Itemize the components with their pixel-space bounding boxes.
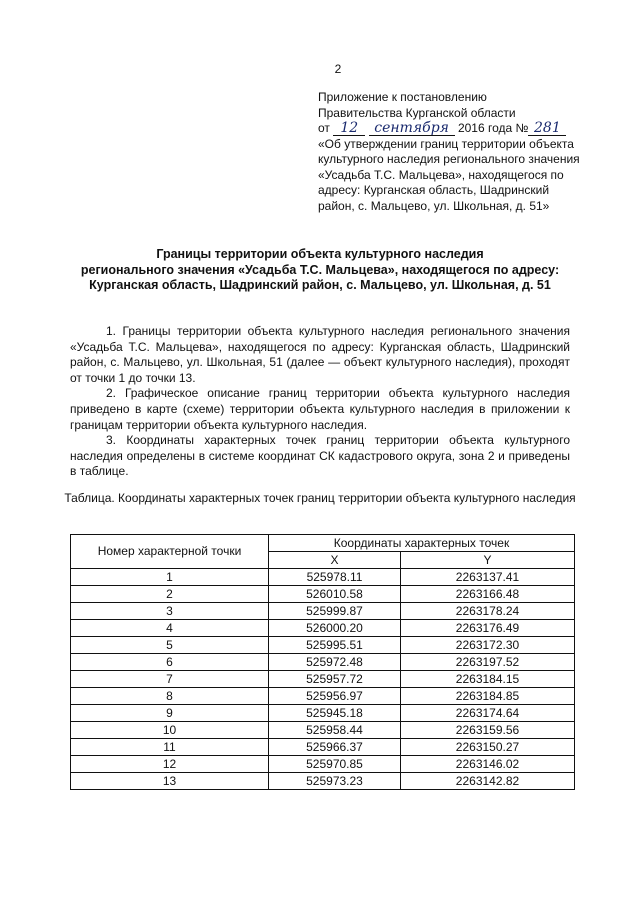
point-number-cell: 12 — [71, 756, 269, 773]
header-y: Y — [401, 552, 575, 569]
y-coordinate-cell: 2263172.30 — [401, 637, 575, 654]
y-coordinate-cell: 2263176.49 — [401, 620, 575, 637]
table-row — [71, 739, 575, 756]
title-line: Границы территории объекта культурного наследия — [156, 247, 484, 261]
point-number-cell: 5 — [71, 637, 269, 654]
title-line: регионального значения «Усадьба Т.С. Мальцева», находящегося по адресу: — [80, 262, 560, 277]
paragraph-2: 2. Графическое описание границ территории объекта культурного наследия приведено в карте (схеме) территории объекта культурного наследия в приложении к границам территории объекта культурного наследия. — [70, 386, 570, 432]
point-number-cell: 8 — [71, 688, 269, 705]
point-number-cell: 1 — [71, 569, 269, 586]
x-coordinate-cell: 525970.85 — [269, 756, 401, 773]
y-coordinate-cell: 2263197.52 — [401, 654, 575, 671]
appendix-date-line — [318, 121, 598, 137]
appendix-block — [318, 90, 598, 214]
header-x: X — [269, 552, 401, 569]
appendix-about-line: район, с. Мальцево, ул. Школьная, д. 51» — [318, 198, 550, 213]
point-number-cell: 13 — [71, 773, 269, 790]
doc-number-handwritten: 281 — [528, 121, 566, 136]
table-row — [71, 756, 575, 773]
table-row — [71, 773, 575, 790]
appendix-about-line: культурного наследия регионального значения — [318, 152, 580, 166]
x-coordinate-cell: 525999.87 — [269, 603, 401, 620]
header-point-number: Номер характерной точки — [71, 535, 269, 569]
y-coordinate-cell: 2263184.85 — [401, 688, 575, 705]
table-row — [71, 671, 575, 688]
y-coordinate-cell: 2263174.64 — [401, 705, 575, 722]
y-coordinate-cell: 2263166.48 — [401, 586, 575, 603]
appendix-about-line: «Усадьба Т.С. Мальцева», находящегося по — [318, 167, 564, 182]
y-coordinate-cell: 2263150.27 — [401, 739, 575, 756]
coordinates-table — [70, 534, 575, 790]
point-number-cell: 11 — [71, 739, 269, 756]
table-row — [71, 722, 575, 739]
table-caption: Таблица. Координаты характерных точек границ территории объекта культурного наследия — [64, 491, 576, 505]
paragraph-1: 1. Границы территории объекта культурного наследия регионального значения «Усадьба Т.С. Мальцева», находящегося по адресу: Курганская область, Шадринский район, с. Мальцево, ул. Школьная, 51 (далее — объект культурного наследия), проходят от точки 1 до точки 13. — [70, 324, 570, 385]
point-number-cell: 9 — [71, 705, 269, 722]
appendix-about-line: адресу: Курганская область, Шадринский — [318, 183, 550, 197]
point-number-cell: 10 — [71, 722, 269, 739]
y-coordinate-cell: 2263159.56 — [401, 722, 575, 739]
paragraph-3: 3. Координаты характерных точек границ территории объекта культурного наследия определены в системе координат СК кадастрового округа, зона 2 и приведены в таблице. — [70, 433, 570, 479]
date-day-handwritten: 12 — [333, 121, 365, 136]
point-number-cell: 7 — [71, 671, 269, 688]
x-coordinate-cell: 525973.23 — [269, 773, 401, 790]
table-row — [71, 620, 575, 637]
title-line: Курганская область, Шадринский район, с. Мальцево, ул. Школьная, д. 51 — [89, 278, 551, 292]
table-row — [71, 705, 575, 722]
appendix-line-2: Правительства Курганской области — [318, 105, 516, 120]
body-text — [70, 324, 570, 480]
point-number-cell: 3 — [71, 603, 269, 620]
date-prefix: от — [318, 121, 330, 135]
date-year: 2016 года № — [457, 121, 529, 135]
x-coordinate-cell: 525995.51 — [269, 637, 401, 654]
document-title — [60, 247, 580, 294]
y-coordinate-cell: 2263137.41 — [401, 569, 575, 586]
page-number: 2 — [334, 62, 342, 76]
x-coordinate-cell: 526010.58 — [269, 586, 401, 603]
table-row — [71, 654, 575, 671]
date-month-handwritten: сентября — [369, 121, 455, 136]
x-coordinate-cell: 525978.11 — [269, 569, 401, 586]
x-coordinate-cell: 525972.48 — [269, 654, 401, 671]
table-row — [71, 603, 575, 620]
y-coordinate-cell: 2263184.15 — [401, 671, 575, 688]
x-coordinate-cell: 525966.37 — [269, 739, 401, 756]
point-number-cell: 2 — [71, 586, 269, 603]
x-coordinate-cell: 526000.20 — [269, 620, 401, 637]
point-number-cell: 4 — [71, 620, 269, 637]
x-coordinate-cell: 525957.72 — [269, 671, 401, 688]
table-row — [71, 569, 575, 586]
table-row — [71, 586, 575, 603]
x-coordinate-cell: 525958.44 — [269, 722, 401, 739]
y-coordinate-cell: 2263178.24 — [401, 603, 575, 620]
table-row — [71, 637, 575, 654]
table-row — [71, 688, 575, 705]
y-coordinate-cell: 2263142.82 — [401, 773, 575, 790]
appendix-about-line: «Об утверждении границ территории объекта — [318, 136, 574, 151]
y-coordinate-cell: 2263146.02 — [401, 756, 575, 773]
header-coordinates: Координаты характерных точек — [269, 535, 575, 552]
point-number-cell: 6 — [71, 654, 269, 671]
appendix-line-1: Приложение к постановлению — [318, 90, 487, 104]
table-body — [71, 569, 575, 790]
x-coordinate-cell: 525956.97 — [269, 688, 401, 705]
x-coordinate-cell: 525945.18 — [269, 705, 401, 722]
